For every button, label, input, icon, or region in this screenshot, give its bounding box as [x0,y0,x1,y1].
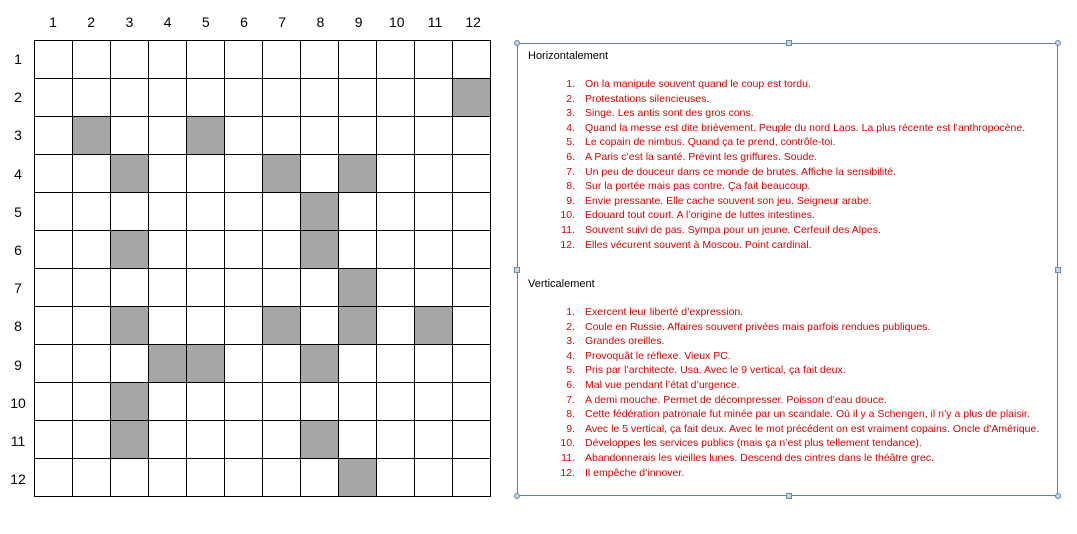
black-cell [339,269,377,307]
letter-cell[interactable] [415,421,453,459]
black-cell [73,117,111,155]
black-cell [453,79,491,117]
grid-row [35,79,491,117]
letter-cell[interactable] [149,307,187,345]
letter-cell[interactable] [339,231,377,269]
horizontal-title: Horizontalement [528,50,609,62]
clue-number: 1. [566,306,575,318]
letter-cell[interactable] [149,117,187,155]
letter-cell[interactable] [73,155,111,193]
clue-text: Le copain de nimbus. Quand ça te prend, contrôle-toi. [585,136,836,149]
letter-cell[interactable] [415,155,453,193]
letter-cell[interactable] [339,193,377,231]
clue-number: 12. [560,238,575,251]
row-number: 5 [14,203,22,220]
grid-row [35,345,491,383]
letter-cell[interactable] [301,155,339,193]
clue-number: 4. [566,121,575,134]
letter-cell[interactable] [301,307,339,345]
column-number: 2 [87,14,96,30]
letter-cell[interactable] [377,307,415,345]
letter-cell[interactable] [73,307,111,345]
letter-cell[interactable] [111,79,149,117]
clue-number: 10. [560,437,575,450]
letter-cell[interactable] [339,383,377,421]
clue-item [528,436,1060,451]
crossword-grid-area [0,0,500,510]
clue-number: 2. [566,92,575,105]
letter-cell[interactable] [149,383,187,421]
clue-number: 5. [566,136,575,149]
column-number: 10 [389,14,405,30]
letter-cell[interactable] [415,269,453,307]
letter-cell[interactable] [73,41,111,79]
letter-cell[interactable] [35,155,73,193]
letter-cell[interactable] [187,79,225,117]
letter-cell[interactable] [225,269,263,307]
letter-cell[interactable] [73,193,111,231]
letter-cell[interactable] [225,193,263,231]
black-cell [111,307,149,345]
letter-cell[interactable] [377,79,415,117]
letter-cell[interactable] [73,459,111,497]
clue-item [528,334,1060,349]
clue-item [528,77,1025,92]
letter-cell[interactable] [225,307,263,345]
letter-cell[interactable] [453,345,491,383]
column-number: 12 [465,14,481,30]
clue-item [528,238,1025,253]
letter-cell[interactable] [263,269,301,307]
letter-cell[interactable] [225,155,263,193]
letter-cell[interactable] [225,345,263,383]
column-number: 5 [201,14,210,30]
clue-text: Mal vue pendant l’état d’urgence. [585,378,740,391]
clue-number: 7. [566,393,575,406]
row-number: 11 [10,433,26,449]
clue-item [528,121,1025,136]
letter-cell[interactable] [377,231,415,269]
letter-cell[interactable] [111,41,149,79]
clue-item [528,451,1060,466]
letter-cell[interactable] [415,79,453,117]
clue-item [528,407,1060,422]
letter-cell[interactable] [73,383,111,421]
letter-cell[interactable] [263,421,301,459]
black-cell [301,421,339,459]
resize-handle-top-left[interactable] [514,40,520,46]
letter-cell[interactable] [263,383,301,421]
letter-cell[interactable] [453,193,491,231]
grid-row [35,459,491,497]
letter-cell[interactable] [35,345,73,383]
letter-cell[interactable] [377,155,415,193]
letter-cell[interactable] [263,117,301,155]
letter-cell[interactable] [149,193,187,231]
row-number: 4 [14,165,22,182]
letter-cell[interactable] [453,383,491,421]
clue-item [528,378,1060,393]
letter-cell[interactable] [453,117,491,155]
clue-item [528,422,1060,437]
clue-text: Exercent leur liberté d’expression. [585,306,744,318]
grid-row [35,269,491,307]
clue-item [528,393,1060,408]
clue-text: Souvent suivi de pas. Sympa pour un jeune. Cerfeuil des Alpes. [585,223,881,236]
letter-cell[interactable] [149,231,187,269]
clue-number: 11. [561,451,575,464]
letter-cell[interactable] [377,193,415,231]
letter-cell[interactable] [187,231,225,269]
letter-cell[interactable] [263,459,301,497]
grid-row [35,421,491,459]
clue-text: Provoquât le réflexe. Vieux PC. [585,349,731,362]
resize-handle-top-right[interactable] [1055,40,1061,46]
letter-cell[interactable] [111,269,149,307]
letter-cell[interactable] [377,269,415,307]
letter-cell[interactable] [415,41,453,79]
letter-cell[interactable] [149,155,187,193]
grid-row [35,155,491,193]
clue-text: Protestations silencieuses. [585,92,710,105]
clue-number: 3. [566,335,575,348]
letter-cell[interactable] [301,117,339,155]
letter-cell[interactable] [301,459,339,497]
letter-cell[interactable] [35,117,73,155]
letter-cell[interactable] [339,79,377,117]
letter-cell[interactable] [187,307,225,345]
letter-cell[interactable] [149,459,187,497]
letter-cell[interactable] [111,459,149,497]
resize-handle-bottom-right[interactable] [1055,493,1061,499]
letter-cell[interactable] [187,269,225,307]
resize-handle-left[interactable] [514,267,520,273]
letter-cell[interactable] [225,383,263,421]
letter-cell[interactable] [225,231,263,269]
clue-text: Edouard tout court. A l’origine de luttes intestines. [585,209,815,222]
clue-item [528,320,1060,335]
letter-cell[interactable] [149,421,187,459]
letter-cell[interactable] [377,345,415,383]
clue-text: Coule en Russie. Affaires souvent privées mais parfois rendues publiques. [585,320,931,333]
letter-cell[interactable] [225,41,263,79]
letter-cell[interactable] [35,459,73,497]
letter-cell[interactable] [187,41,225,79]
clue-text: Développes les services publics (mais ça n’est plus tellement tendance). [585,437,922,450]
letter-cell[interactable] [111,345,149,383]
black-cell [149,345,187,383]
clue-number: 6. [566,150,575,163]
column-number: 6 [240,14,248,30]
row-number: 7 [14,280,22,297]
row-number: 1 [14,51,22,67]
letter-cell[interactable] [73,79,111,117]
letter-cell[interactable] [263,193,301,231]
letter-cell[interactable] [225,117,263,155]
clue-number: 5. [566,364,575,377]
clue-number: 2. [566,320,575,333]
resize-handle-bottom-left[interactable] [514,493,520,499]
clue-item [528,194,1025,209]
row-number: 12 [10,471,26,488]
clue-text: Singe. Les antis sont des gros cons. [585,107,754,120]
row-number: 9 [14,356,22,373]
row-number: 3 [14,127,22,144]
column-number: 7 [278,14,287,30]
resize-handle-bottom[interactable] [786,493,792,499]
letter-cell[interactable] [35,41,73,79]
letter-cell[interactable] [453,41,491,79]
black-cell [263,307,301,345]
letter-cell[interactable] [73,231,111,269]
clue-text: Quand la messe est dite brièvement. Peuple du nord Laos. La plus récente est l’anthropocène. [585,121,1026,134]
clue-text: Elles vécurent souvent à Moscou. Point cardinal. [585,238,812,251]
clue-number: 1. [566,78,575,90]
crossword-grid [34,40,491,497]
clues-textbox[interactable] [517,43,1058,496]
clue-item [528,165,1025,180]
clue-number: 4. [566,349,575,362]
clue-text: Il empêche d’innover. [585,466,685,479]
letter-cell[interactable] [35,307,73,345]
grid-row [35,231,491,269]
clue-item [528,92,1025,107]
black-cell [111,383,149,421]
letter-cell[interactable] [225,79,263,117]
clue-item [528,305,1060,320]
clue-number: 12. [560,466,575,479]
resize-handle-top[interactable] [786,40,792,46]
clue-number: 3. [566,107,575,120]
letter-cell[interactable] [415,193,453,231]
clue-text: A demi mouche. Permet de décompresser. Poisson d’eau douce. [585,393,887,406]
letter-cell[interactable] [149,79,187,117]
letter-cell[interactable] [339,421,377,459]
vertical-clues [528,305,1060,480]
vertical-title: Verticalement [528,278,595,290]
clue-item [528,466,1060,481]
clue-number: 7. [566,165,575,178]
letter-cell[interactable] [453,231,491,269]
horizontal-clues [528,77,1025,252]
clue-number: 11. [561,223,575,236]
letter-cell[interactable] [73,421,111,459]
black-cell [111,231,149,269]
column-number: 8 [316,14,325,30]
clue-number: 10. [560,209,575,222]
row-number: 6 [14,242,22,258]
letter-cell[interactable] [301,383,339,421]
clue-item [528,363,1060,378]
black-cell [263,155,301,193]
letter-cell[interactable] [339,117,377,155]
column-number: 11 [427,14,443,30]
letter-cell[interactable] [263,79,301,117]
clue-item [528,150,1025,165]
letter-cell[interactable] [187,459,225,497]
black-cell [415,307,453,345]
black-cell [301,231,339,269]
letter-cell[interactable] [111,117,149,155]
letter-cell[interactable] [415,459,453,497]
letter-cell[interactable] [377,421,415,459]
clue-item [528,179,1025,194]
letter-cell[interactable] [263,231,301,269]
letter-cell[interactable] [377,459,415,497]
letter-cell[interactable] [149,269,187,307]
letter-cell[interactable] [339,41,377,79]
letter-cell[interactable] [73,269,111,307]
clue-text: Avec le 5 vertical, ça fait deux. Avec le mot précédent on est vraiment copains. Oncle d’Amérique. [585,422,1040,435]
letter-cell[interactable] [453,269,491,307]
column-number: 4 [163,14,172,30]
letter-cell[interactable] [187,421,225,459]
row-number: 10 [10,394,26,411]
letter-cell[interactable] [415,345,453,383]
black-cell [187,117,225,155]
letter-cell[interactable] [301,269,339,307]
black-cell [111,421,149,459]
clue-text: Cette fédération patronale fut minée par un scandale. Où il y a Schengen, il n’y a plus de plaisir. [585,408,1030,421]
letter-cell[interactable] [187,193,225,231]
black-cell [339,307,377,345]
clue-item [528,135,1025,150]
black-cell [339,459,377,497]
black-cell [111,155,149,193]
letter-cell[interactable] [225,459,263,497]
letter-cell[interactable] [35,79,73,117]
clue-number: 9. [566,194,575,207]
clue-item [528,208,1025,223]
black-cell [301,345,339,383]
letter-cell[interactable] [187,383,225,421]
letter-cell[interactable] [225,421,263,459]
letter-cell[interactable] [453,155,491,193]
black-cell [301,193,339,231]
grid-row [35,117,491,155]
letter-cell[interactable] [377,117,415,155]
letter-cell[interactable] [415,383,453,421]
letter-cell[interactable] [301,79,339,117]
letter-cell[interactable] [377,41,415,79]
letter-cell[interactable] [187,155,225,193]
clue-text: Pris par l’architecte. Usa. Avec le 9 vertical, ça fait deux. [585,364,846,377]
clue-number: 9. [566,422,575,435]
black-cell [339,155,377,193]
letter-cell[interactable] [453,421,491,459]
letter-cell[interactable] [35,383,73,421]
clue-text: A Paris c’est la santé. Prévint les griffures. Soude. [585,150,818,163]
letter-cell[interactable] [415,117,453,155]
letter-cell[interactable] [263,41,301,79]
resize-handle-right[interactable] [1055,267,1061,273]
letter-cell[interactable] [35,269,73,307]
clue-number: 8. [566,180,575,193]
clue-text: Sur la portée mais pas contre. Ça fait beaucoup. [585,180,811,193]
grid-row [35,193,491,231]
black-cell [187,345,225,383]
clue-text: Abandonnerais les vieilles lunes. Descend des cintres dans le théâtre grec. [585,451,935,464]
clue-text: Envie pressante. Elle cache souvent son jeu. Seigneur arabe. [585,194,872,207]
grid-row [35,41,491,79]
letter-cell[interactable] [301,41,339,79]
letter-cell[interactable] [35,231,73,269]
letter-cell[interactable] [377,383,415,421]
clue-number: 8. [566,408,575,421]
letter-cell[interactable] [73,345,111,383]
column-number: 3 [125,14,134,30]
letter-cell[interactable] [35,193,73,231]
column-number: 1 [49,14,57,30]
clue-item [528,223,1025,238]
clue-text: Un peu de douceur dans ce monde de brutes. Affiche la sensibilité. [585,165,896,178]
letter-cell[interactable] [453,307,491,345]
clue-item [528,349,1060,364]
clue-text: On la manipule souvent quand le coup est tordu. [585,78,811,90]
column-number: 9 [354,14,363,30]
letter-cell[interactable] [35,421,73,459]
letter-cell[interactable] [339,345,377,383]
row-number: 2 [14,89,22,106]
clue-number: 6. [566,378,575,391]
letter-cell[interactable] [263,345,301,383]
letter-cell[interactable] [149,41,187,79]
row-number: 8 [14,318,22,335]
letter-cell[interactable] [111,193,149,231]
grid-row [35,383,491,421]
grid-row [35,307,491,345]
clue-text: Grandes oreilles. [585,335,665,348]
letter-cell[interactable] [415,231,453,269]
letter-cell[interactable] [453,459,491,497]
clue-item [528,106,1025,121]
